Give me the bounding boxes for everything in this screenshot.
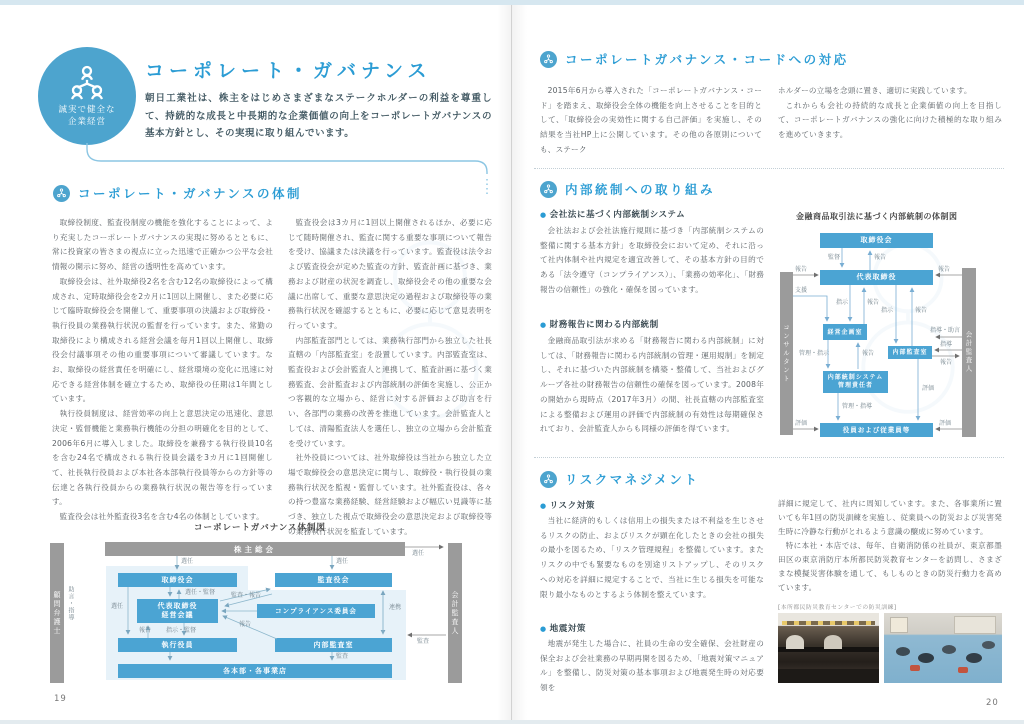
photo-detail — [786, 635, 804, 649]
box-corporate-planning: 経営企画室 — [823, 324, 867, 340]
paragraph: 社外役員については、社外取締役は当社から独立した立場で取締役会の意思決定に関与し、取締役・執行役員の業務執行状況を監視・監督しています。社外監査役は、各々の持つ豊富な業務経験、経営経験および幅広い見識等に基づき、独立した視点で取締役会の意思決定および取締役等の業務執行状況を監査しています。 — [288, 453, 492, 536]
arrow-label: 選任・監督 — [185, 589, 216, 596]
section-governance-title: コーポレート・ガバナンスの体制 — [78, 186, 303, 201]
arrow-label: 選任 — [181, 558, 194, 565]
box-board-of-directors: 取締役会 — [820, 233, 933, 248]
section-people-icon — [53, 185, 70, 202]
box-executive-officers: 執行役員 — [118, 638, 237, 652]
box-divisions: 各本部・各事業店 — [118, 664, 392, 678]
box-internal-audit-office: 内部監査室 — [275, 638, 392, 652]
paragraph: 地震が発生した場合に、社員の生命の安全確保、会社財産の保全および会社業務の早期再開を図るため、「地震対策マニュアル」を整備し、防災対策の基本事項および地震発生時の対応要領を — [540, 639, 764, 693]
photo-detail — [778, 669, 879, 683]
paragraph: 2015年6月から導入された「コーポレートガバナンス・コード」を踏まえ、取締役会全体の機能を向上させることを目的として、「取締役会の実効性に関する自己評価」を実施し、その結果を当社HP上に公開しています。その他の各原則についても、ステーク — [540, 86, 762, 154]
arrow-label: 評価 — [939, 420, 952, 427]
code-column-1 — [540, 84, 762, 158]
section-code-title: コーポレートガバナンス・コードへの対応 — [565, 52, 849, 67]
arrow-label: 監査 — [417, 638, 430, 645]
section-divider — [534, 168, 1004, 169]
arrow-label: 監督 — [828, 254, 841, 261]
arrow-label: 指示 — [881, 307, 894, 314]
photo-detail — [890, 617, 908, 633]
paragraph: 取締役制度、監査役制度の機能を強化することによって、より充実したコーポレートガバナンスの実現に努めるとともに、常に投資家の皆さまの視点に立った迅速で正確かつ公平な会社情報の開示に努め、経営の透明性を高めています。 — [52, 218, 273, 272]
paragraph: 金融商品取引法が求める「財務報告に関わる内部統制」に対しては、「財務報告に関わる内部統制の管理・運用規制」を制定し、それに基づいた内部統制を構築・整備して、当社およびグループ各社の財務報告の信頼性の確保を図っています。2008年の開始から現時点（2017年3月）の間、社長直轄の内部監査室による整備および運用の評価で内部統制の有効性は毎期確保されており、会計監査人からも同様の評価を得ています。 — [540, 336, 764, 434]
arrow-label: 報告 — [795, 266, 808, 273]
box-representative-director: 代表取締役 — [820, 270, 933, 285]
box-audit-board: 監査役会 — [275, 573, 392, 587]
paragraph: 取締役会は、社外取締役2名を含む12名の取締役によって構成され、定時取締役会を2カ月に1回以上開催し、また必要に応じて臨時取締役会を開催して、重要事項の決議および取締役・執行役員の業務執行状況の監督を行っています。また、常勤の取締役により構成される経営会議を毎月1回以上開催し、取締役会付議事項その他の重要事項について審議しています。なお、取締役の経営責任を明確にし、経営環境の変化に迅速に対応できる経営体制を確立するため、取締役の任期は1年間としています。 — [52, 276, 273, 404]
arrow-label: 管理・指示 — [799, 350, 830, 357]
subsection-title-text: 会社法に基づく内部統制システム — [549, 210, 686, 220]
paragraph: これからも会社の持続的な成長と企業価値の向上を目指して、コーポレートガバナンスの強化に向けた積極的な取り組みを進めていきます。 — [778, 100, 1002, 140]
arrow-label: 報告 — [139, 627, 152, 634]
companylaw-body — [540, 224, 764, 298]
box-shareholders-meeting: 株主総会 — [105, 542, 405, 556]
section-code-heading — [540, 50, 849, 68]
photo-detail — [782, 621, 875, 625]
photo-detail — [918, 653, 934, 663]
financial-body — [540, 334, 764, 437]
paragraph: 内部監査部門としては、業務執行部門から独立した社長直轄の「内部監査室」を設置しています。内部監査室は、監査役および会計監査人と連携して、監査計画に基づく業務監査、会計監査および内部統制の評価を実施し、公正かつ客観的な立場から、経営に対する評価および助言を行い、各部門の業務の改善を推進しています。会計監査人としては、清陽監査法人を選任し、独立の立場から会計監査を受けています。 — [288, 335, 492, 448]
arrow-label: 評価 — [922, 385, 935, 392]
paragraph: 執行役員制度は、経営効率の向上と意思決定の迅速化、意思決定・監督機能と業務執行機能の分担の明確化を目的として、2006年6月に導入しました。取締役を兼務する執行役員10名を含む24名で構成される執行役員会議を3カ月に1回開催して、社長執行役員および本社各本部執行役員等からの方針等の伝達と各執行役員からの業務執行状況の報告等を行っています。 — [52, 409, 273, 507]
riskmeasures-body — [540, 514, 764, 602]
photo-detail — [966, 653, 982, 663]
arrow-label: 報告 — [874, 254, 887, 261]
photo-detail — [942, 645, 956, 654]
paragraph: 会社法および会社法施行規則に基づき「内部統制システムの整備に関する基本方針」を取締役会において定め、それに沿って社内体制や社内規定を適宜改善して、その基本方針の目的である「法令遵守（コンプライアンス）」、「業務の効率化」、「財務報告の信頼性」の強化・確保を図っています。 — [540, 226, 764, 294]
subsection-title-text: リスク対策 — [549, 501, 595, 511]
paragraph: 当社に経済的もしくは信用上の損失または不利益を生じさせるリスクの防止、およびリスクが顕在化したときの会社の損失の最小を図るため、「リスク管理規程」を整備しています。またリスクの中でも緊要なものを別途リストアップし、そのリスクへの対応を詳細に規定することで、当社に生じる損失を可能な限り最小なものとするよう体制を整えています。 — [540, 516, 764, 599]
photo-detail — [982, 641, 995, 649]
page-title: コーポレート・ガバナンス — [145, 60, 432, 82]
photo-detail — [910, 665, 920, 671]
bullet-icon: ● — [540, 625, 547, 633]
badge-label-line2: 企業経営 — [67, 117, 106, 127]
subsection-companylaw-title — [540, 208, 685, 220]
section-internal-heading — [540, 180, 715, 198]
arrow-label: 監査 — [336, 653, 349, 660]
page-number-left: 19 — [54, 694, 67, 704]
paragraph: ホルダーの立場を念頭に置き、適切に実践しています。 — [778, 86, 972, 95]
photo-detail — [824, 635, 842, 649]
badge-label-line1: 誠実で健全な — [58, 105, 116, 115]
subsection-financial-title — [540, 318, 659, 330]
section-people-icon — [540, 51, 557, 68]
arrow-label: 連携 — [389, 604, 402, 611]
arrow-label: 指示 — [836, 299, 849, 306]
box-compliance-committee: コンプライアンス委員会 — [257, 604, 375, 618]
lead-paragraph: 朝日工業社は、株主をはじめさまざまなステークホルダーの利益を尊重して、持続的な成長と中長期的な企業価値の向上をコーポレートガバナンスの基本方針とし、その実現に取り組んでいます。 — [145, 93, 492, 139]
box-label: 代表取締役 — [157, 602, 198, 610]
arrow-label: 報告 — [915, 307, 928, 314]
arrow-label: 報告 — [940, 359, 953, 366]
photo-caption: [本所都民防災教育センターでの防災訓練] — [778, 605, 897, 611]
subsection-riskmeasures-title — [540, 499, 595, 511]
photo-detail — [958, 667, 968, 673]
box-accounting-auditor: 会計監査人 — [448, 543, 462, 683]
governance-column-2 — [288, 216, 492, 539]
governance-diagram-caption: コーポレートガバナンス体制図 — [193, 523, 327, 533]
arrow-label: 管理・指導 — [842, 403, 873, 410]
arrow-label: 指導・助言 — [930, 327, 961, 334]
box-advisory-lawyer: 顧問弁護士 — [50, 543, 64, 683]
section-governance-heading — [53, 184, 302, 202]
earthquake-body — [540, 637, 764, 696]
paragraph: 特に本社・本店では、毎年、自衛消防係の社員が、東京都墨田区の東京消防庁本所都民防災教育センターを訪問し、さまざまな模擬災害体験を通して、もしものときの防災行動力を高めています。 — [778, 541, 1002, 592]
arrow-label: 報告 — [938, 266, 951, 273]
box-internal-audit-office: 内部監査室 — [888, 346, 932, 359]
arrow-label: 助言・指導 — [67, 586, 74, 621]
section-risk-title: リスクマネジメント — [565, 472, 700, 487]
bullet-icon: ● — [540, 502, 547, 510]
arrow-label: 評価 — [795, 420, 808, 427]
section-people-icon — [540, 471, 557, 488]
box-officers-employees: 役員および従業員等 — [820, 423, 933, 437]
subsection-earthquake-title — [540, 622, 586, 634]
right-page — [512, 0, 1024, 724]
box-label: 管理責任者 — [837, 382, 873, 389]
arrow-label: 支援 — [795, 287, 808, 294]
governance-diagram — [48, 538, 464, 688]
photo-detail — [954, 616, 996, 634]
box-label: 内部統制システム — [827, 374, 884, 381]
arrow-label: 指示・監督 — [166, 627, 197, 634]
paragraph: 監査役会は社外監査役3名を含む4名の体制としています。 — [59, 512, 264, 522]
section-people-icon — [540, 181, 557, 198]
arrow-label: 報告 — [862, 350, 875, 357]
drill-photo-simulator — [778, 613, 879, 683]
paragraph: 詳細に規定して、社内に周知しています。また、各事業所に置いても年1回の防災訓練を実施し、従業員への防災および災害発生時に冷静な行動がとれるよう意識の醸成に努めています。 — [778, 499, 1002, 536]
box-label: 経営会議 — [161, 611, 194, 619]
arrow-label: 監査・報告 — [231, 592, 262, 599]
box-board-of-directors: 取締役会 — [118, 573, 237, 587]
arrow-label: 選任 — [336, 558, 349, 565]
ic-diagram — [778, 228, 978, 443]
paragraph: 監査役会は3カ月に1回以上開催されるほか、必要に応じて随時開催され、監査に関する重要な事項について報告を受け、協議または決議を行っています。監査役は法令および監査役会が定めた監査の方針、監査計画に基づき、業務および財産の状況を調査し、取締役会その他の重要な会議に出席して、重要な意思決定の過程および取締役等の業務執行状況を確認するとともに、必要に応じて意見表明を行っています。 — [288, 218, 492, 330]
section-divider — [534, 457, 1004, 458]
diagram-arrows — [48, 538, 464, 688]
photo-detail — [896, 647, 910, 656]
arrow-label: 選任 — [111, 603, 124, 610]
code-column-2 — [778, 84, 1002, 143]
bullet-icon: ● — [540, 321, 547, 329]
drill-photo-cpr-training — [884, 613, 1002, 683]
arrow-label: 指導 — [940, 341, 953, 348]
arrow-label: 報告 — [239, 621, 252, 628]
subsection-title-text: 地震対策 — [549, 624, 586, 634]
page-number-right: 20 — [986, 698, 999, 708]
box-consultant: コンサルタント — [780, 272, 793, 435]
arrow-label: 選任 — [412, 550, 425, 557]
subsection-title-text: 財務報告に関わる内部統制 — [549, 320, 659, 330]
risk-column-2 — [778, 497, 1002, 595]
section-risk-heading — [540, 470, 699, 488]
ic-diagram-title: 金融商品取引法に基づく内部統制の体制図 — [796, 212, 958, 221]
bullet-icon: ● — [540, 211, 547, 219]
box-accounting-auditor: 会計監査人 — [962, 268, 976, 437]
arrow-label: 報告 — [867, 299, 880, 306]
governance-column-1 — [52, 216, 273, 525]
section-internal-title: 内部統制への取り組み — [565, 182, 716, 197]
